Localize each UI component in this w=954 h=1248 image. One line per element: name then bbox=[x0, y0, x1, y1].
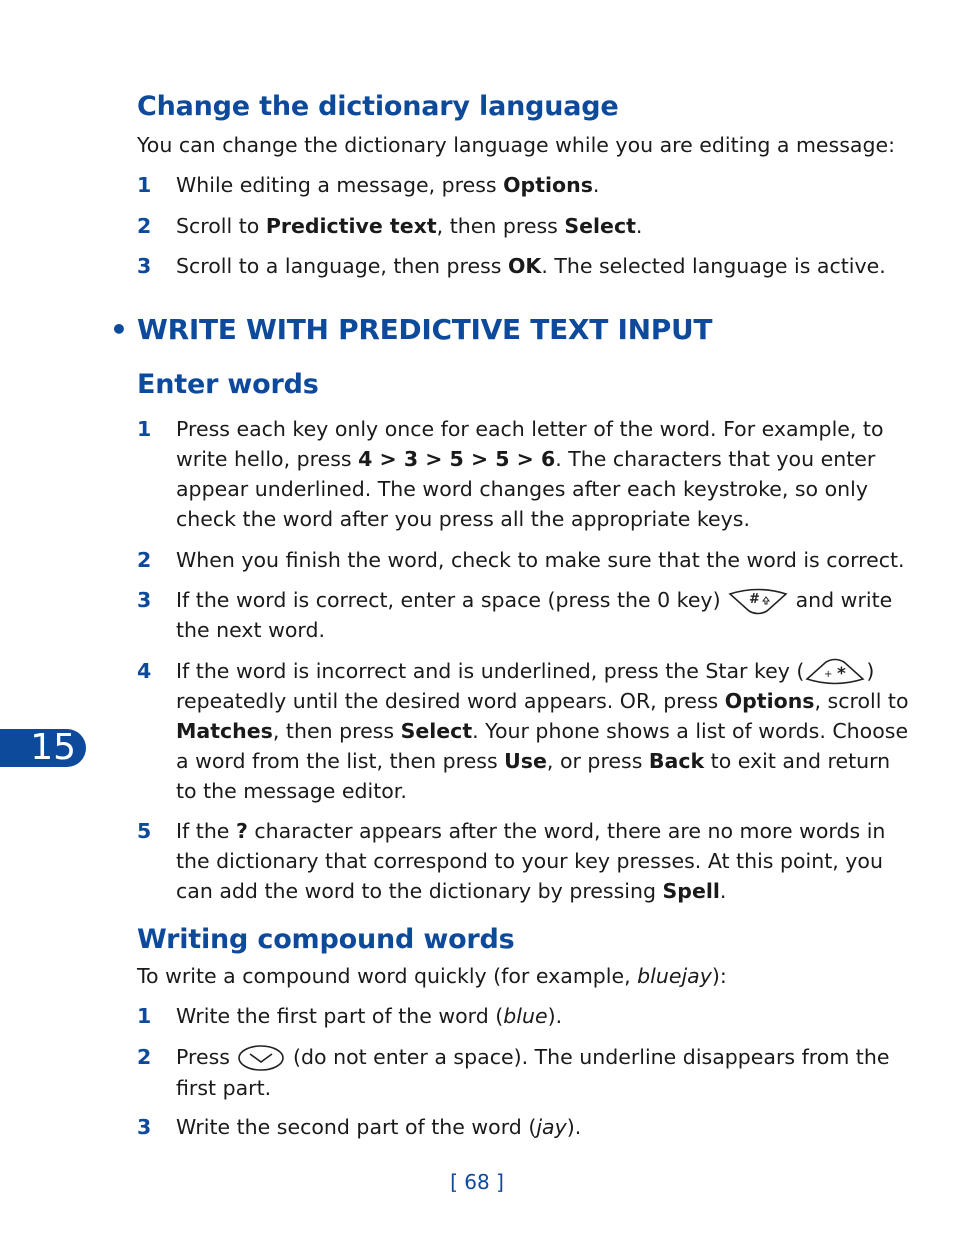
step-text: Scroll to Predictive text, then press Select. bbox=[176, 214, 643, 238]
chapter-number: 15 bbox=[30, 727, 76, 768]
heading-enter-words: Enter words bbox=[137, 369, 319, 400]
step-number: 1 bbox=[137, 1004, 152, 1028]
step-number: 3 bbox=[137, 254, 152, 278]
bullet: • bbox=[110, 313, 128, 346]
step-text: Press each key only once for each letter of the word. For example, to write hello, press 4 > 3 > 5 > 5 > 6. The characters that you enter appear underlined. The word changes after each keystroke, so only check the word after you press all the appropriate keys. bbox=[176, 417, 884, 531]
step-number: 3 bbox=[137, 588, 152, 612]
step-text: Press (do not enter a space). The underline disappears from the first part. bbox=[176, 1045, 890, 1100]
step-number: 2 bbox=[137, 214, 152, 238]
intro-change-language: You can change the dictionary language while you are editing a message: bbox=[137, 133, 895, 157]
step-number: 5 bbox=[137, 819, 152, 843]
step-number: 3 bbox=[137, 1115, 152, 1139]
step-text: Write the first part of the word (blue). bbox=[176, 1004, 563, 1028]
step-text: Write the second part of the word (jay). bbox=[176, 1115, 582, 1139]
step-number: 2 bbox=[137, 548, 152, 572]
chapter-tab bbox=[0, 729, 86, 767]
step-text: If the word is correct, enter a space (press the 0 key) # and write the next word. bbox=[176, 588, 893, 642]
star-key-icon bbox=[804, 658, 866, 686]
step-text: Scroll to a language, then press OK. The selected language is active. bbox=[176, 254, 886, 278]
step-text: If the word is incorrect and is underlined, press the Star key ( + * ) repeatedly until the desired word appears. OR, press Options, scroll to Matches, then press Select. Your phone shows a list of words. Choose a word from the list, then press Use, or press Back to exit and return to the message editor. bbox=[176, 659, 909, 803]
step-number: 1 bbox=[137, 417, 152, 441]
heading-writing-compound-words: Writing compound words bbox=[137, 924, 515, 955]
intro-compound-words: To write a compound word quickly (for example, bluejay): bbox=[137, 964, 727, 988]
step-text: While editing a message, press Options. bbox=[176, 173, 600, 197]
svg-text:#: # bbox=[749, 592, 760, 607]
step-text: When you finish the word, check to make sure that the word is correct. bbox=[176, 548, 905, 572]
step-number: 4 bbox=[137, 659, 152, 683]
heading-change-dictionary-language: Change the dictionary language bbox=[137, 91, 619, 122]
page-number: [ 68 ] bbox=[450, 1170, 504, 1194]
heading-write-predictive-text: • WRITE WITH PREDICTIVE TEXT INPUT bbox=[110, 311, 712, 349]
svg-text:*: * bbox=[837, 664, 847, 684]
scroll-down-key-icon bbox=[236, 1043, 286, 1073]
hash-key-icon bbox=[727, 587, 789, 615]
step-number: 1 bbox=[137, 173, 152, 197]
step-text: If the ? character appears after the word, there are no more words in the dictionary that correspond to your key presses. At this point, you can add the word to the dictionary by pressing Spell. bbox=[176, 819, 886, 903]
step-number: 2 bbox=[137, 1045, 152, 1069]
svg-text:+: + bbox=[824, 669, 833, 680]
